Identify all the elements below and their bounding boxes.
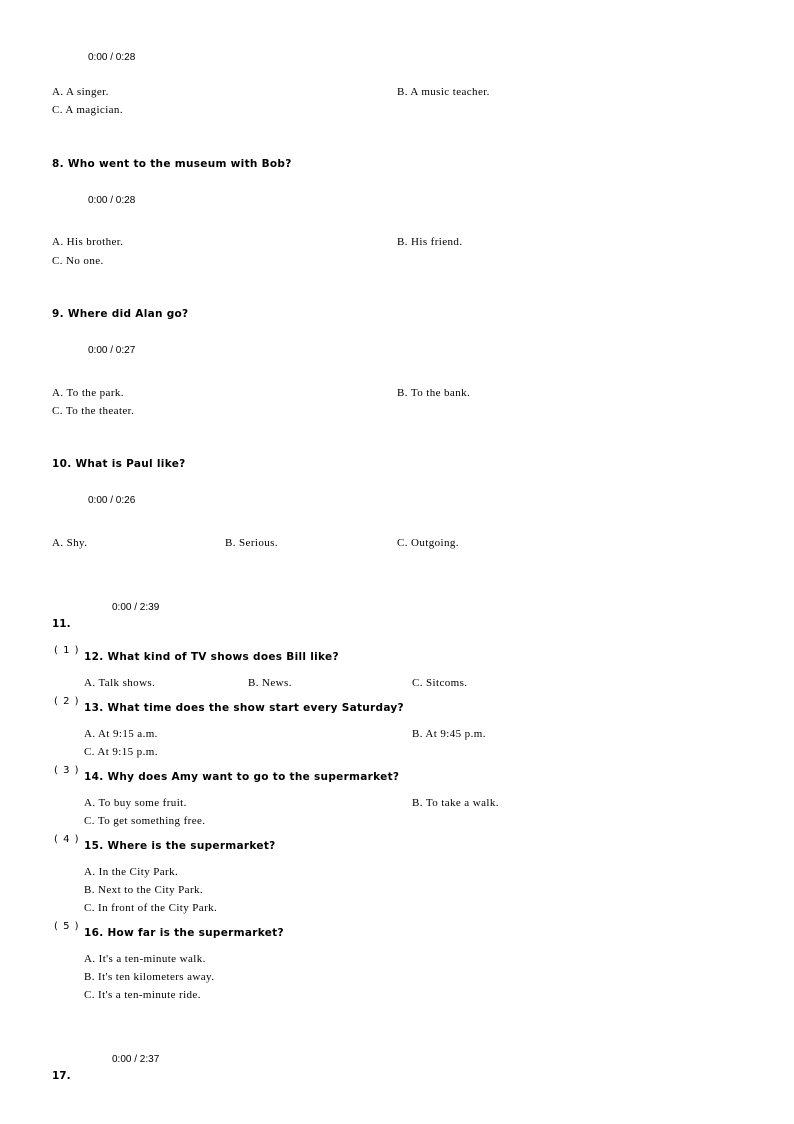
option-b: B. It's ten kilometers away. (84, 971, 215, 983)
option-a: A. His brother. (52, 236, 124, 248)
option-a: A. To buy some fruit. (84, 797, 187, 809)
sub-question-marker: ( 3 ) (54, 765, 80, 776)
option-c: C. Outgoing. (397, 537, 459, 549)
option-a: A. Shy. (52, 537, 88, 549)
option-c: C. Sitcoms. (412, 677, 468, 689)
option-b: B. A music teacher. (397, 86, 490, 98)
option-a: A. Talk shows. (84, 677, 156, 689)
question-13: 13. What time does the show start every Saturday? (84, 702, 404, 714)
option-c: C. To the theater. (52, 405, 135, 417)
option-b: B. Serious. (225, 537, 278, 549)
option-c: C. At 9:15 p.m. (84, 746, 158, 758)
question-12: 12. What kind of TV shows does Bill like? (84, 651, 339, 663)
option-b: B. His friend. (397, 236, 463, 248)
option-a: A. A singer. (52, 86, 109, 98)
question-14: 14. Why does Amy want to go to the supermarket? (84, 771, 400, 783)
question-16: 16. How far is the supermarket? (84, 927, 284, 939)
option-b: B. At 9:45 p.m. (412, 728, 486, 740)
option-b: B. To take a walk. (412, 797, 499, 809)
option-a: A. To the park. (52, 387, 124, 399)
option-a: A. At 9:15 a.m. (84, 728, 158, 740)
option-c: C. In front of the City Park. (84, 902, 218, 914)
question-15: 15. Where is the supermarket? (84, 840, 276, 852)
audio-player-time[interactable]: 0:00 / 2:39 (112, 602, 160, 613)
question-8: 8. Who went to the museum with Bob? (52, 158, 292, 170)
question-number: 11. (52, 618, 71, 630)
audio-player-time[interactable]: 0:00 / 0:27 (88, 345, 136, 356)
option-c: C. To get something free. (84, 815, 206, 827)
option-b: B. Next to the City Park. (84, 884, 204, 896)
option-c: C. A magician. (52, 104, 123, 116)
option-c: C. No one. (52, 255, 104, 267)
sub-question-marker: ( 4 ) (54, 834, 80, 845)
audio-player-time[interactable]: 0:00 / 0:28 (88, 195, 136, 206)
option-b: B. To the bank. (397, 387, 471, 399)
option-a: A. In the City Park. (84, 866, 179, 878)
sub-question-marker: ( 2 ) (54, 696, 80, 707)
question-10: 10. What is Paul like? (52, 458, 186, 470)
audio-player-time[interactable]: 0:00 / 0:26 (88, 495, 136, 506)
option-a: A. It's a ten-minute walk. (84, 953, 206, 965)
option-c: C. It's a ten-minute ride. (84, 989, 201, 1001)
audio-player-time[interactable]: 0:00 / 2:37 (112, 1054, 160, 1065)
sub-question-marker: ( 5 ) (54, 921, 80, 932)
question-number: 17. (52, 1070, 71, 1082)
sub-question-marker: ( 1 ) (54, 645, 80, 656)
audio-player-time[interactable]: 0:00 / 0:28 (88, 52, 136, 63)
question-9: 9. Where did Alan go? (52, 308, 189, 320)
option-b: B. News. (248, 677, 292, 689)
